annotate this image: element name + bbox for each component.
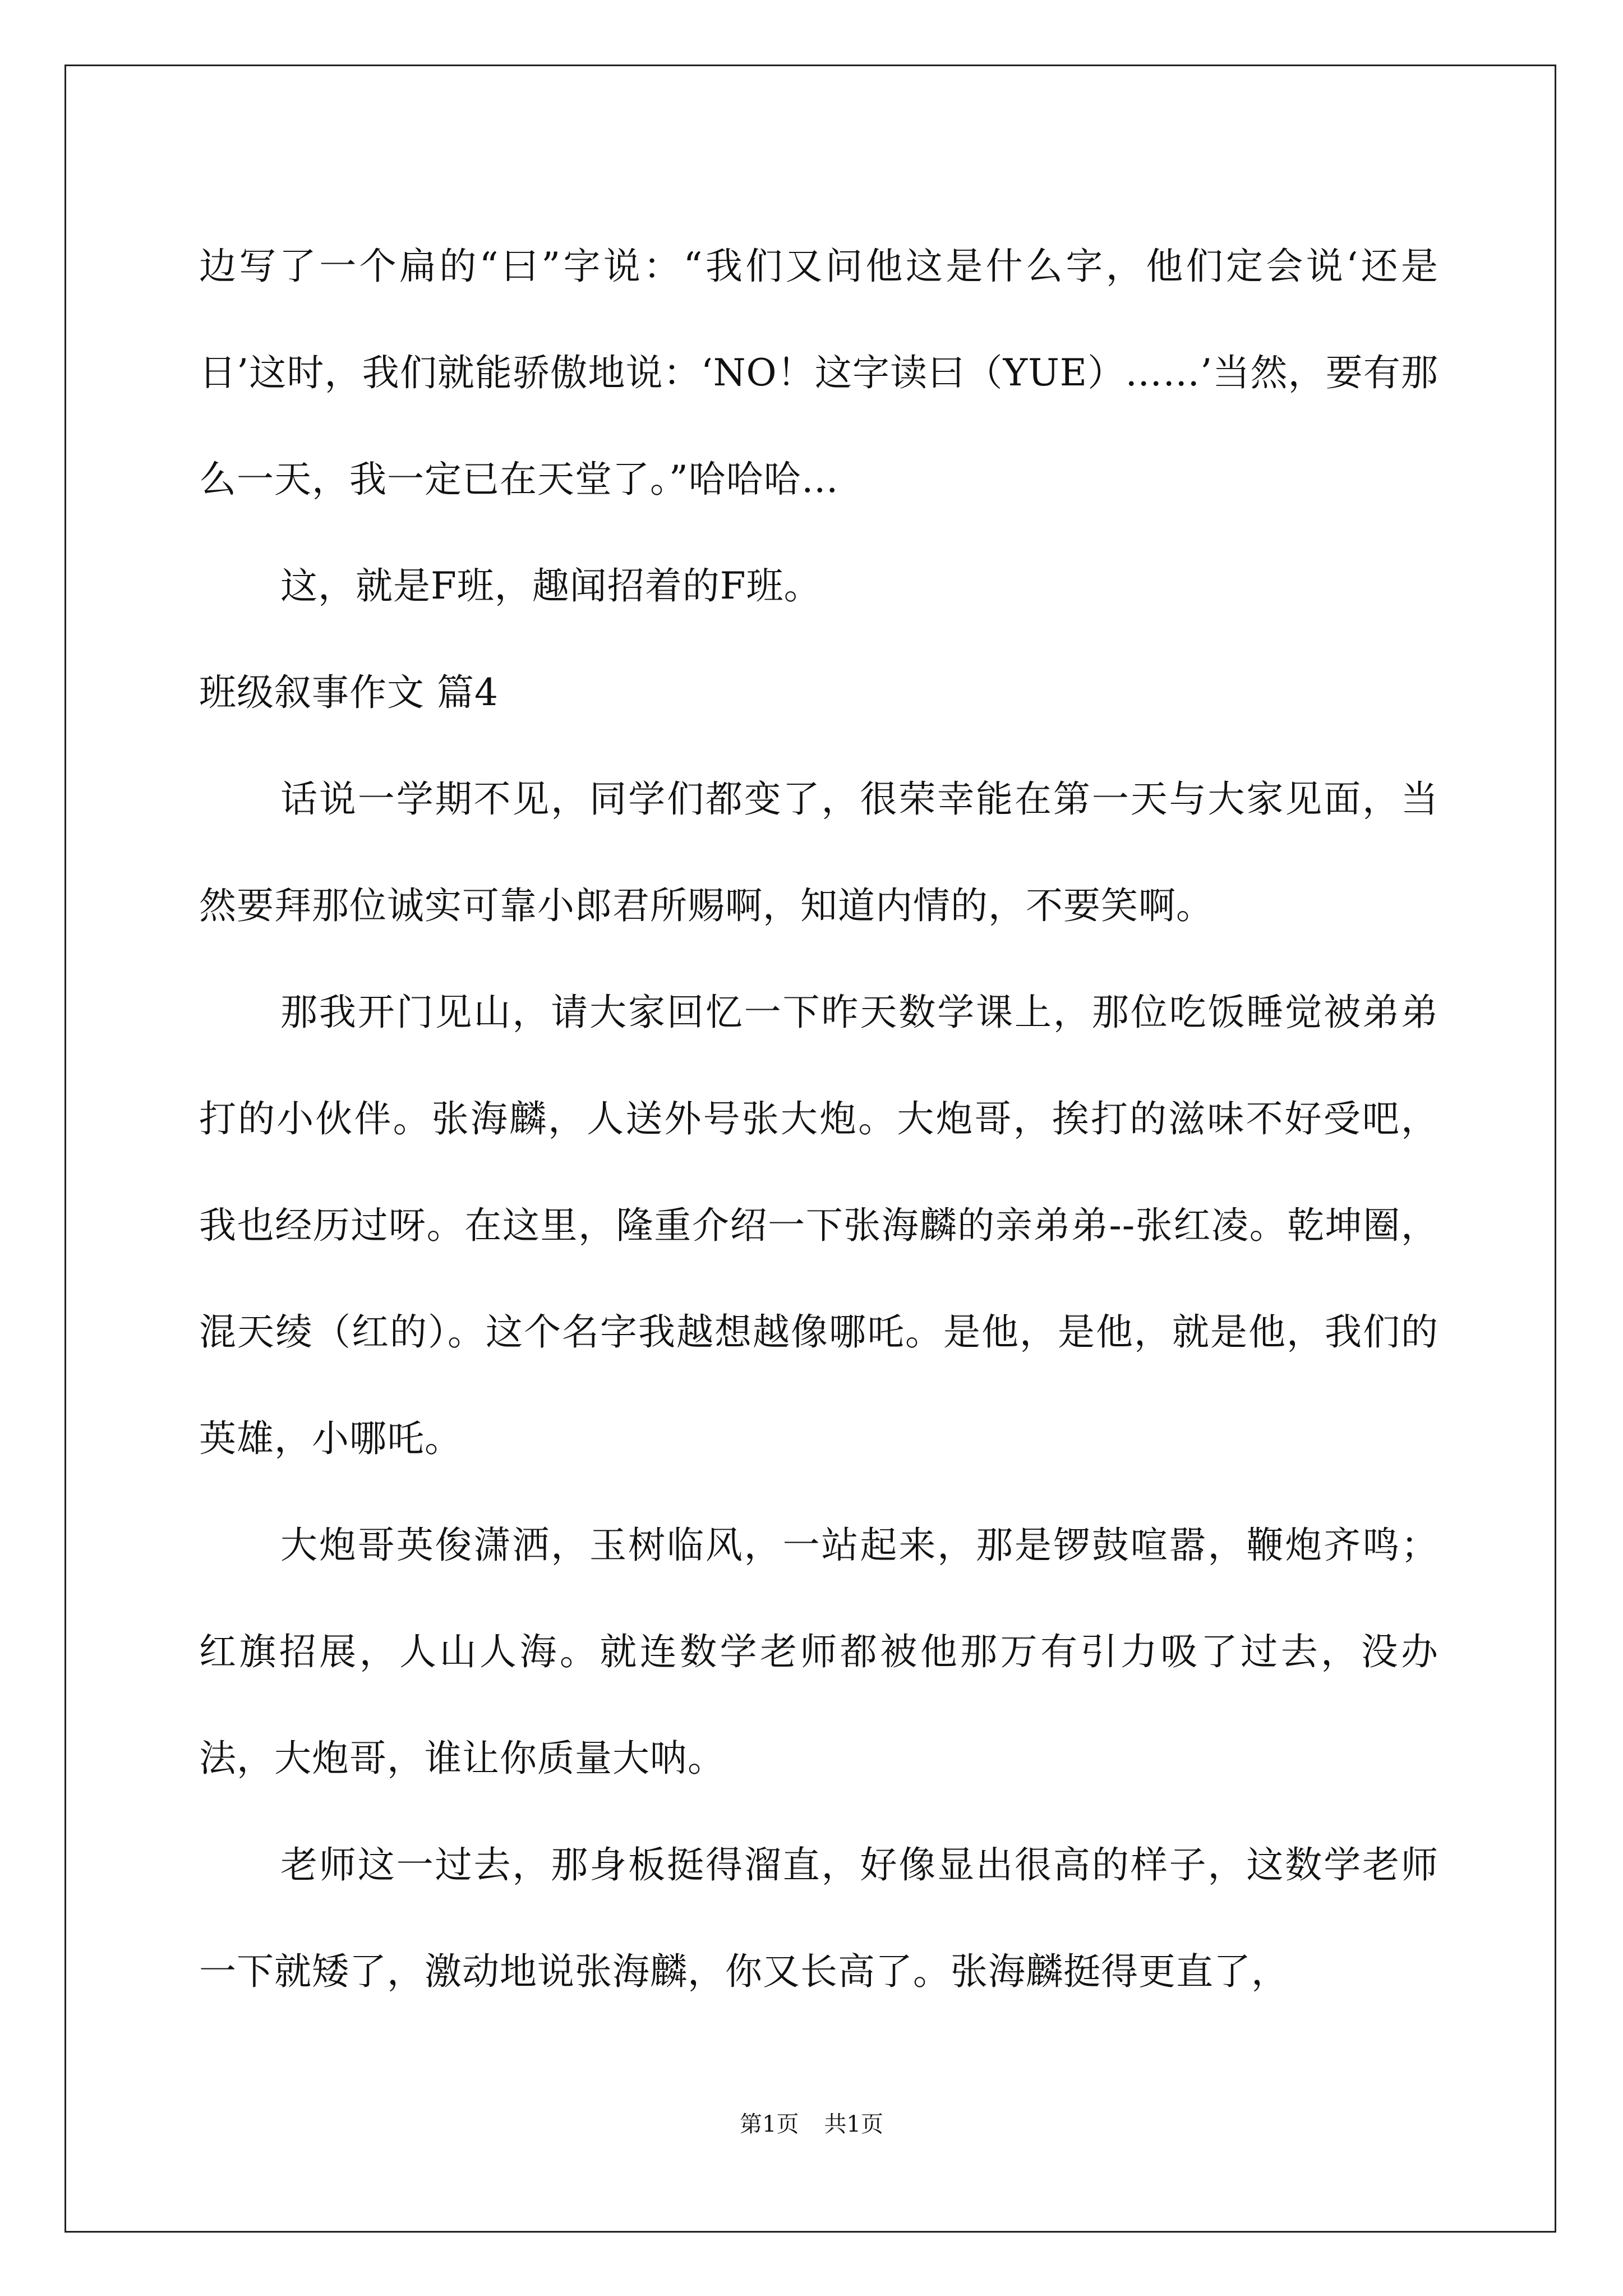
page-number: 第1页 [740,2111,799,2137]
page-total: 共1页 [824,2111,883,2137]
section-title: 班级叙事作文 篇4 [199,671,499,714]
paragraph-5: 大炮哥英俊潇洒，玉树临风，一站起来，那是锣鼓喧嚣，鞭炮齐鸣；红旗招展，人山人海。就连数学老师都被他那万有引力吸了过去，没办法，大炮哥，谁让你质量大呐。 [199,1524,1438,1780]
page-footer [0,2106,1623,2138]
paragraph-1: 边写了一个扁的“曰”字说：“我们又问他这是什么字，他们定会说‘还是日’这时，我们就能骄傲地说：‘NO！这字读曰（YUE）……’当然，要有那么一天，我一定已在天堂了。”哈哈哈… [199,245,1438,501]
paragraph-6: 老师这一过去，那身板挺得溜直，好像显出很高的样子，这数学老师一下就矮了，激动地说张海麟，你又长高了。张海麟挺得更直了， [199,1843,1438,1993]
document-body [199,213,1438,2025]
paragraph-2: 这，就是F班，趣闻招着的F班。 [280,564,822,608]
paragraph-3: 话说一学期不见，同学们都变了，很荣幸能在第一天与大家见面，当然要拜那位诚实可靠小郎君所赐啊，知道内情的，不要笑啊。 [199,777,1438,927]
paragraph-4: 那我开门见山，请大家回忆一下昨天数学课上，那位吃饭睡觉被弟弟打的小伙伴。张海麟，人送外号张大炮。大炮哥，挨打的滋味不好受吧，我也经历过呀。在这里，隆重介绍一下张海麟的亲弟弟--张红凌。乾坤圈，混天绫（红的）。这个名字我越想越像哪吒。是他，是他，就是他，我们的英雄，小哪吒。 [199,991,1438,1460]
